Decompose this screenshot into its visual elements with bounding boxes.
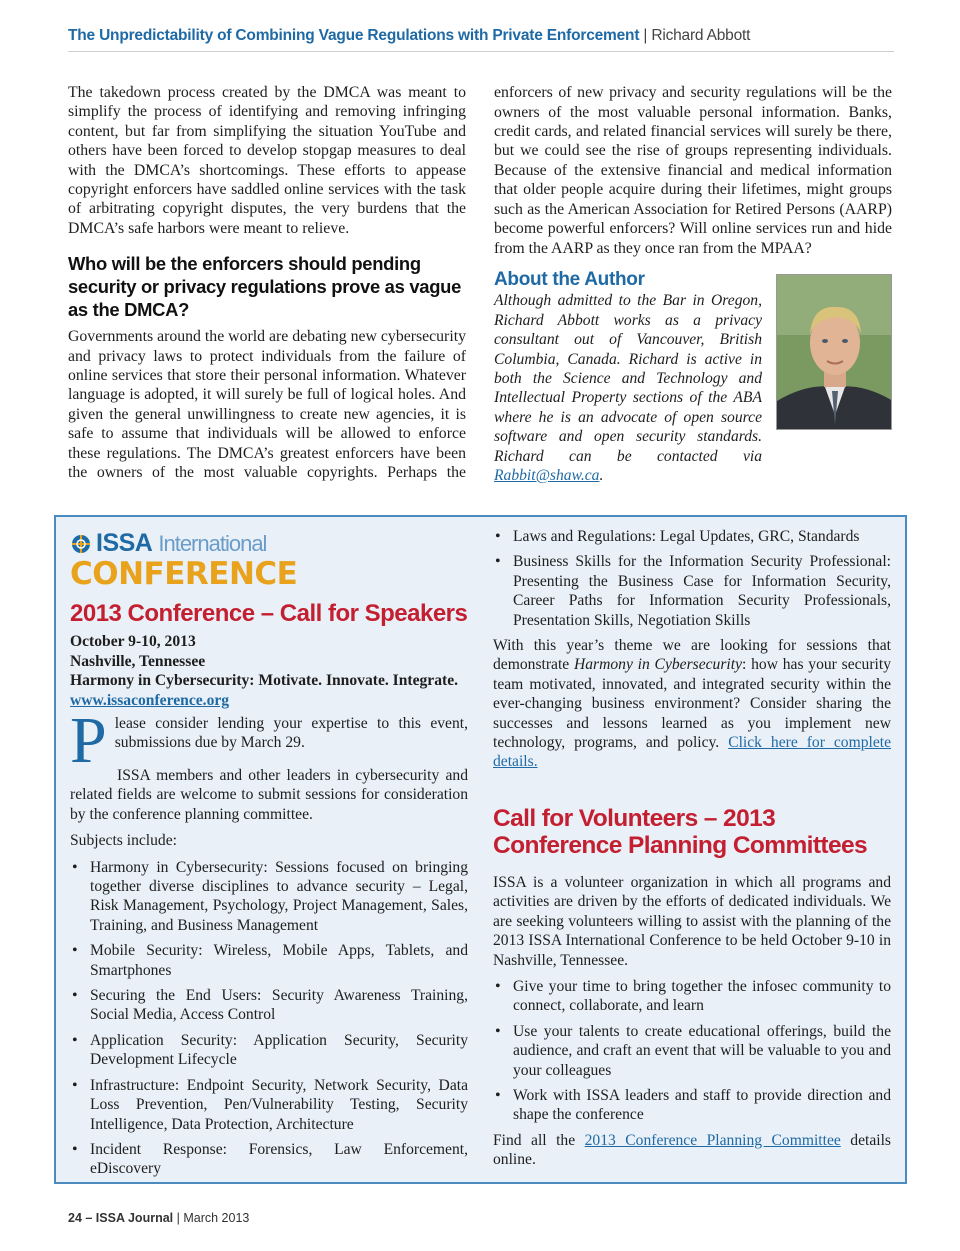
page-footer <box>68 1211 249 1225</box>
drop-cap: P <box>70 704 107 777</box>
header-separator: | <box>643 27 648 44</box>
subjects-label: Subjects include: <box>70 832 177 850</box>
subjects-list <box>70 858 468 1179</box>
call-for-speakers-title: 2013 Conference – Call for Speakers <box>70 600 468 627</box>
article-column-right <box>494 83 892 485</box>
author-bio-end: . <box>599 467 604 485</box>
list-item: • Laws and Regulations: Legal Updates, GRC, Standards <box>493 527 891 546</box>
intro-paragraph <box>70 704 468 777</box>
intro-text: lease consider lending your expertise to this event, submissions due by March 29. <box>114 715 468 752</box>
about-author-bio <box>494 291 762 485</box>
footer-separator: | <box>176 1211 180 1225</box>
list-item: • Work with ISSA leaders and staff to provide direction and shape the conference <box>493 1086 891 1125</box>
article-title: The Unpredictability of Combining Vague Regulations with Private Enforcement <box>68 27 640 44</box>
subjects-list-continued <box>493 527 891 630</box>
author-portrait-image <box>777 275 892 430</box>
list-item: • Incident Response: Forensics, Law Enforcement, eDiscovery <box>70 1140 468 1179</box>
list-item: • Infrastructure: Endpoint Security, Network Security, Data Loss Prevention, Pen/Vulnerability Testing, Security Intelligence, Data Protection, Architecture <box>70 1076 468 1134</box>
list-item: • Harmony in Cybersecurity: Sessions focused on bringing together diverse disciplines to advance security – Legal, Risk Management, Psychology, Project Management, Sales, Training, and Business Management <box>70 858 468 936</box>
planning-committee-link[interactable]: 2013 Conference Planning Committee <box>584 1131 841 1149</box>
header-rule <box>68 51 894 52</box>
list-item: • Securing the End Users: Security Awareness Training, Social Media, Access Control <box>70 986 468 1025</box>
logo-international-text: International <box>158 531 267 557</box>
issa-conference-logo <box>70 531 468 593</box>
conference-column-right <box>493 527 891 1177</box>
find-text-b: details online. <box>493 1131 891 1169</box>
list-item: • Give your time to bring together the infosec community to connect, collaborate, and learn <box>493 977 891 1016</box>
logo-issa-text: ISSA <box>96 529 153 558</box>
list-item: • Mobile Security: Wireless, Mobile Apps, Tablets, and Smartphones <box>70 941 468 980</box>
list-item: • Business Skills for the Information Security Professional: Presenting the Business Case for Information Security, Career Paths for Information Security Professionals, Presentation Skills, Negotiation Skills <box>493 552 891 630</box>
about-author-heading: About the Author <box>494 269 645 290</box>
logo-conference-text: CONFERENCE <box>70 556 298 592</box>
theme-paragraph <box>493 636 891 772</box>
header-author: Richard Abbott <box>651 27 751 44</box>
conference-url-link[interactable]: www.issaconference.org <box>70 691 230 709</box>
article-column-left <box>68 83 466 482</box>
list-item: • Application Security: Application Security, Security Development Lifecycle <box>70 1031 468 1070</box>
article-continuation <box>494 83 892 257</box>
author-photo <box>776 274 892 430</box>
members-text: ISSA members and other leaders in cybersecurity and related fields are welcome to submit sessions for consideration by the conference planning committee. <box>70 767 468 823</box>
conference-column-left <box>70 531 468 1185</box>
article-paragraph-continued: enforcers of new privacy and security regulations will be the owners of the most valuable personal information. Banks, credit cards, and related financial services will surely be there, but we could see the rise of groups representing individuals. Because of the extensive financial and medical information that older people acquire during their lifetimes, might groups such as the American Association for Retired Persons (AARP) become powerful enforcers? Will online services run and hide from the AARP as they once ran from the MPAA? <box>494 84 892 257</box>
article-paragraph-dmca: The takedown process created by the DMCA was meant to simplify the process of identifying and removing infringing content, but far from simplifying the situation YouTube and others have been forced to develop stopgap measures to deal with the DMCA’s shortcomings. These efforts to appease copyright enforcers have saddled online services with the task of arbitrating copyright disputes, the very burdens that the DMCA’s safe harbors were meant to relieve. <box>68 84 466 237</box>
theme-text-b: : how has your security team motivated, innovated, and integrated security within the ever-changing business environment? Consider sharing the successes and lessons learned as you implement new technology, programs, and policy. <box>493 656 891 752</box>
volunteers-intro: ISSA is a volunteer organization in which all programs and activities are driven by the efforts of dedicated individuals. We are seeking volunteers willing to assist with the planning of the 2013 ISSA International Conference to be held October 9-10 in Nashville, Tennessee. <box>493 873 891 969</box>
section-heading-enforcers: Who will be the enforcers should pending security or privacy regulations prove as vague as the DMCA? <box>68 253 462 321</box>
theme-text-emphasis: Harmony in Cybersecurity <box>573 656 743 674</box>
find-paragraph <box>493 1131 891 1170</box>
volunteers-list <box>493 977 891 1125</box>
theme-text-a: With this year’s theme we are looking for sessions that demonstrate <box>493 637 891 674</box>
conference-date: October 9-10, 2013 <box>70 633 196 650</box>
conference-theme: Harmony in Cybersecurity: Motivate. Innovate. Integrate. <box>70 672 459 689</box>
conference-details <box>70 632 468 710</box>
conference-box <box>54 515 907 1184</box>
issa-globe-icon <box>70 533 96 555</box>
conference-location: Nashville, Tennessee <box>70 652 206 670</box>
members-paragraph <box>70 766 468 824</box>
about-author-section <box>494 270 892 485</box>
running-header <box>68 27 894 45</box>
article-paragraph-governments: Governments around the world are debating new cybersecurity and privacy laws to protect individuals from the failure of online services that store their personal information. Whatever language is adopted, it will surely be full of logical holes. And given the general unwillingness to create new agencies, it is safe to assume that individuals will be allowed to enforce these regulations. The DMCA’s greatest enforcers have been the owners of the most valuable copyrights. Perhaps the <box>68 328 466 482</box>
author-email-link[interactable]: Rabbit@shaw.ca <box>494 467 600 485</box>
footer-page: 24 – ISSA Journal <box>68 1211 174 1225</box>
list-item: • Use your talents to create educational offerings, build the audience, and craft an event that will be valuable to you and your colleagues <box>493 1022 891 1080</box>
complete-details-link[interactable]: Click here for complete details. <box>493 734 892 771</box>
footer-date: March 2013 <box>183 1211 250 1225</box>
call-for-volunteers-title: Call for Volunteers – 2013 Conference Planning Committees <box>493 804 868 859</box>
find-text-a: Find all the <box>493 1131 576 1149</box>
author-bio-text: Although admitted to the Bar in Oregon, Richard Abbott works as a privacy consultant out of Vancouver, British Columbia, Canada. Richard is active in both the Science and Technology and Intellectual Property sections of the ABA where he is an advocate of open source software and open security standards. Richard can be contacted via <box>494 292 762 465</box>
